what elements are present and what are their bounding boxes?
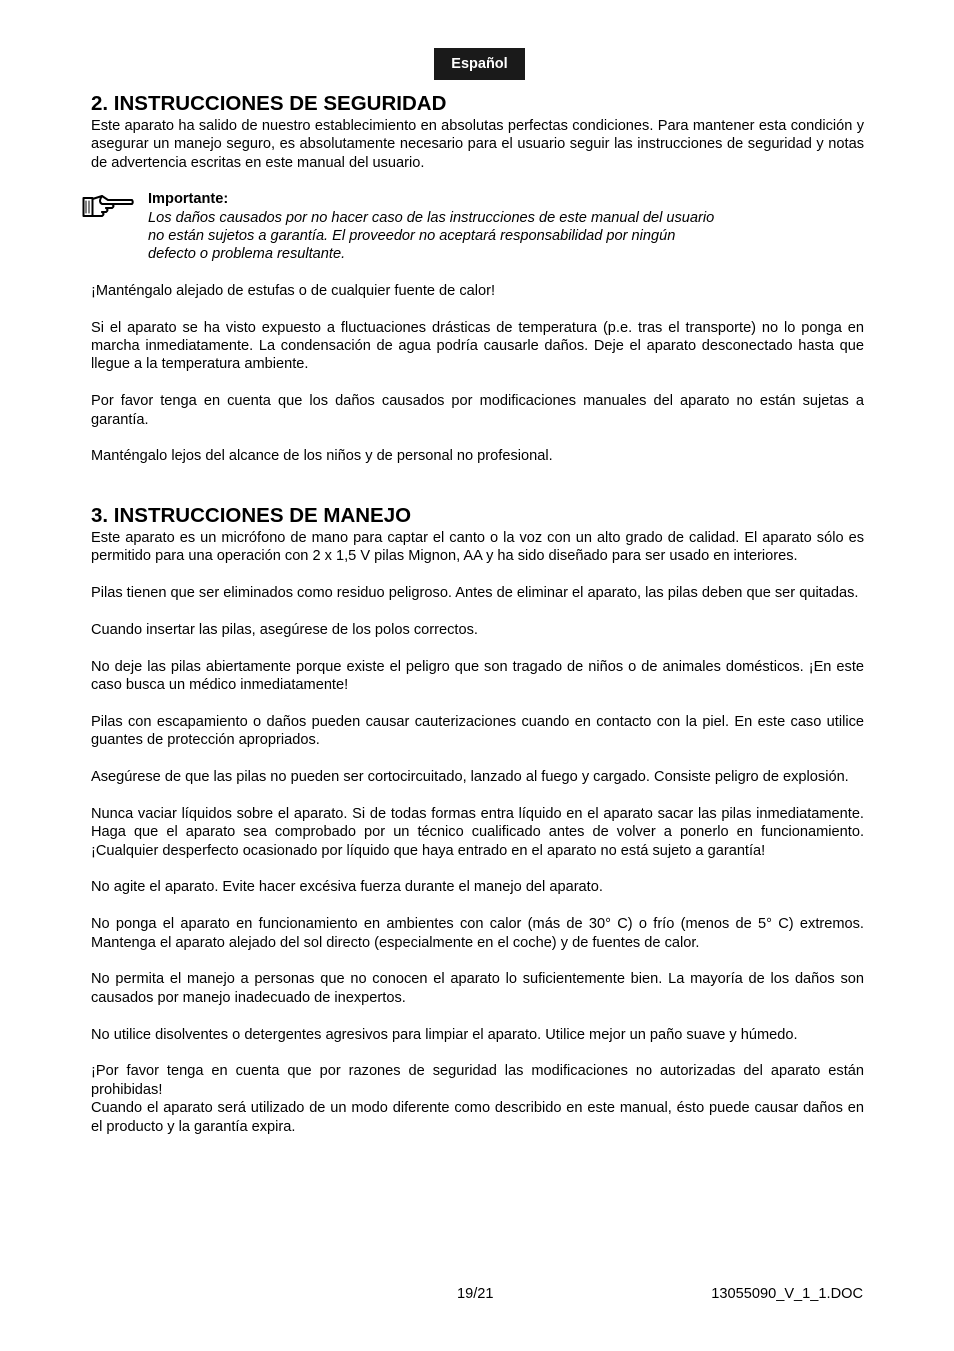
section-3-title: 3. INSTRUCCIONES DE MANEJO [91,503,412,527]
safety-paragraph: ¡Manténgalo alejado de estufas o de cualquier fuente de calor! [91,282,496,299]
important-note [91,190,864,264]
operation-paragraph: Pilas tienen que ser eliminados como residuo peligroso. Antes de eliminar el aparato, las pilas deben que ser quitadas. [91,585,859,602]
operation-paragraph: Asegúrese de que las pilas no pueden ser cortocircuitado, lanzado al fuego y cargado. Consiste peligro de explosión. [91,769,849,786]
document-id: 13055090_V_1_1.DOC [711,1286,863,1302]
section-2-title: 2. INSTRUCCIONES DE SEGURIDAD [91,92,447,115]
safety-paragraph: Si el aparato se ha visto expuesto a fluctuaciones drásticas de temperatura (p.e. tras el transporte) no lo ponga en marcha inmediatamente. La condensación de agua podría causarle daños. Deje el aparato desconectado hasta que llegue a la temperatura ambiente. [91,319,864,373]
operation-paragraph: Este aparato es un micrófono de mano para captar el canto o la voz con un alto grado de calidad. El aparato sólo es permitido para una operación con 2 x 1,5 V pilas Mignon, AA y ha sido diseñado para ser usado en interiores. [91,529,864,565]
operation-paragraph: Pilas con escapamiento o daños pueden causar cauterizaciones cuando en contacto con la piel. En este caso utilice guantes de protección apropriados. [91,713,864,749]
note-title: Importante: [148,191,229,208]
modification-warning: ¡Por favor tenga en cuenta que por razones de seguridad las modificaciones no autorizadas del aparato están prohibidas! [91,1063,864,1098]
document-body [91,92,864,1136]
section-2-intro: Este aparato ha salido de nuestro establecimiento en absolutas perfectas condiciones. Para mantener esta condición y asegurar un manejo seguro, es absolutamente necesario para el usuario seguir las instrucciones de seguridad y notas de advertencia escritas en este manual del usuario. [91,118,864,171]
warranty-warning: Cuando el aparato será utilizado de un modo diferente como describido en este manual, ésto puede causar daños en el producto y la garantía expira. [91,1100,864,1135]
operation-paragraph: No ponga el aparato en funcionamiento en ambientes con calor (más de 30° C) o frío (menos de 5° C) extremos. Mantenga el aparato alejado del sol directo (especialmente en el coche) y de fuentes de calor. [91,916,864,951]
operation-paragraph: Nunca vaciar líquidos sobre el aparato. Si de todas formas entra líquido en el aparato sacar las pilas inmediatamente. Haga que el aparato sea comprobado por un técnico cualificado antes de volver a ponerlo en funcionamiento. ¡Cualquier desperfecto ocasionado por líquido que haya entrado en el aparato no está sujeto a garantía! [91,805,864,859]
note-line-2: no están sujetos a garantía. El proveedor no aceptará responsabilidad por ningún [148,228,676,245]
operation-paragraph: Cuando insertar las pilas, asegúrese de los polos correctos. [91,621,478,638]
pointing-hand-icon [82,192,134,220]
operation-paragraph: No permita el manejo a personas que no conocen el aparato lo suficientemente bien. La mayoría de los daños son causados por manejo inadecuado de inexpertos. [91,971,864,1006]
operation-paragraph: No deje las pilas abiertamente porque existe el peligro que son tragado de niños o de animales domésticos. ¡En este caso busca un médico inmediatamente! [91,658,864,694]
note-line-3: defecto o problema resultante. [148,246,346,263]
operation-paragraph: No agite el aparato. Evite hacer excésiva fuerza durante el manejo del aparato. [91,879,603,896]
operation-paragraph: No utilice disolventes o detergentes agresivos para limpiar el aparato. Utilice mejor un paño suave y húmedo. [91,1026,798,1043]
language-badge: Español [434,48,525,80]
note-line-1: Los daños causados por no hacer caso de las instrucciones de este manual del usuario [148,209,715,226]
safety-paragraph: Por favor tenga en cuenta que los daños causados por modificaciones manuales del aparato no están sujetas a garantía. [91,393,864,428]
safety-paragraph: Manténgalo lejos del alcance de los niños y de personal no profesional. [91,448,553,465]
page-number: 19/21 [457,1286,494,1302]
